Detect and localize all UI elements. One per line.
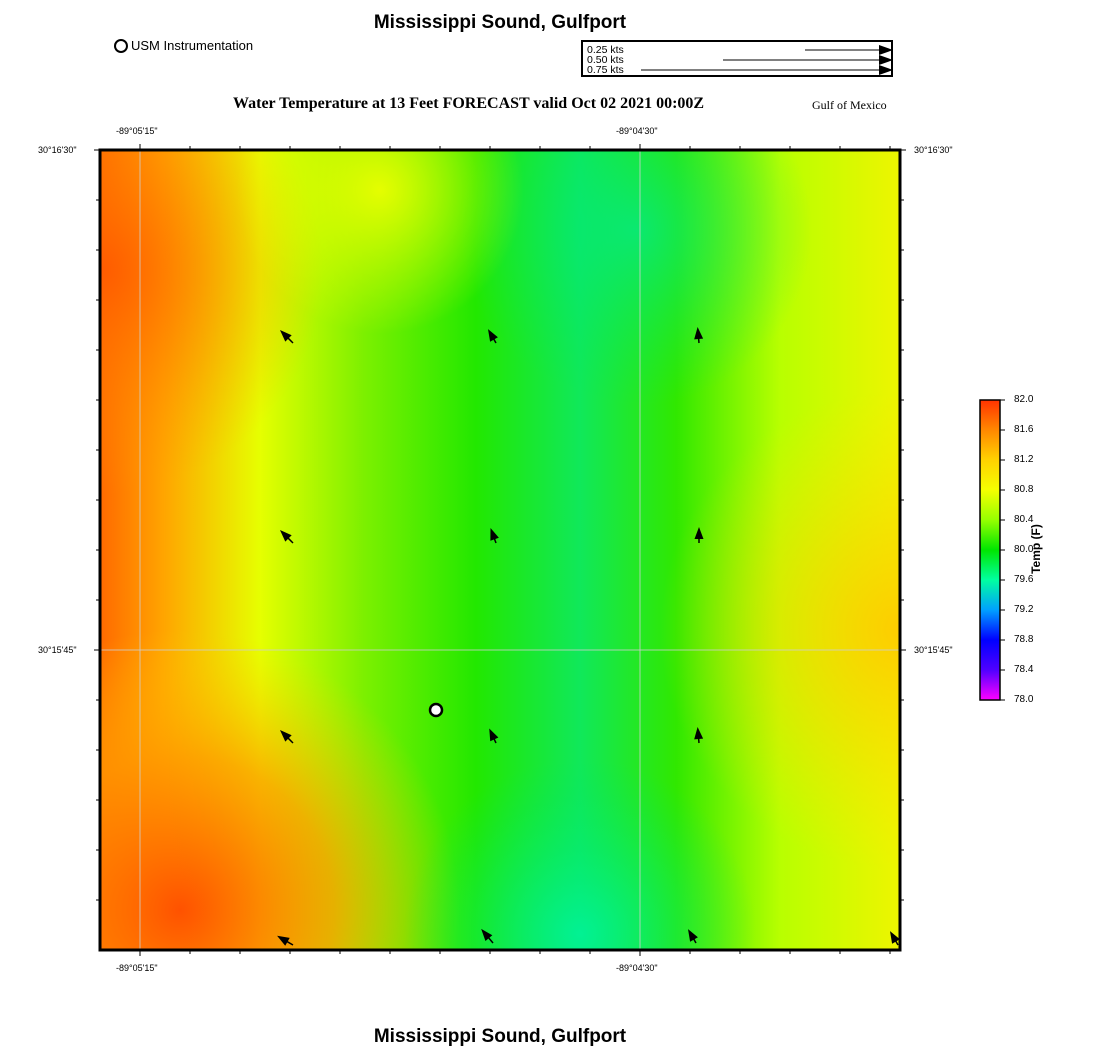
colorbar-label: 80.4 <box>1014 514 1034 525</box>
lat-tick-left-2: 30°15'45" <box>38 645 77 655</box>
footer-location-title: Mississippi Sound, Gulfport <box>373 1026 627 1047</box>
lon-tick-top-2: -89°04'30" <box>616 126 658 136</box>
map-title: Water Temperature at 13 Feet FORECAST valid Oct 02 2021 00:00Z <box>233 95 705 112</box>
colorbar <box>980 400 1000 700</box>
colorbar-title: Temp (F) <box>1029 524 1043 574</box>
region-label: Gulf of Mexico <box>812 98 887 112</box>
scale-label-075: 0.75 kts <box>587 64 624 76</box>
scale-label-025: 0.25 kts <box>587 44 624 56</box>
station-legend-label: USM Instrumentation <box>131 38 254 53</box>
lat-tick-left-1: 30°16'30" <box>38 145 77 155</box>
colorbar-label: 80.0 <box>1014 544 1034 555</box>
lat-tick-right-1: 30°16'30" <box>914 145 953 155</box>
scale-label-050: 0.50 kts <box>587 54 624 66</box>
lon-tick-bottom-2: -89°04'30" <box>616 963 658 973</box>
colorbar-label: 81.6 <box>1014 424 1034 435</box>
colorbar-label: 82.0 <box>1014 394 1034 405</box>
colorbar-label: 78.4 <box>1014 664 1034 675</box>
lat-tick-right-2: 30°15'45" <box>914 645 953 655</box>
lon-tick-top-1: -89°05'15" <box>116 126 158 136</box>
colorbar-label: 81.2 <box>1014 454 1034 465</box>
usm-station-marker[interactable] <box>430 704 442 716</box>
lon-tick-bottom-1: -89°05'15" <box>116 963 158 973</box>
colorbar-label: 79.2 <box>1014 604 1034 615</box>
location-title: Mississippi Sound, Gulfport <box>373 12 627 33</box>
colorbar-label: 80.8 <box>1014 484 1034 495</box>
colorbar-label: 78.0 <box>1014 694 1034 705</box>
temperature-field <box>100 150 900 950</box>
colorbar-label: 79.6 <box>1014 574 1034 585</box>
colorbar-label: 78.8 <box>1014 634 1034 645</box>
